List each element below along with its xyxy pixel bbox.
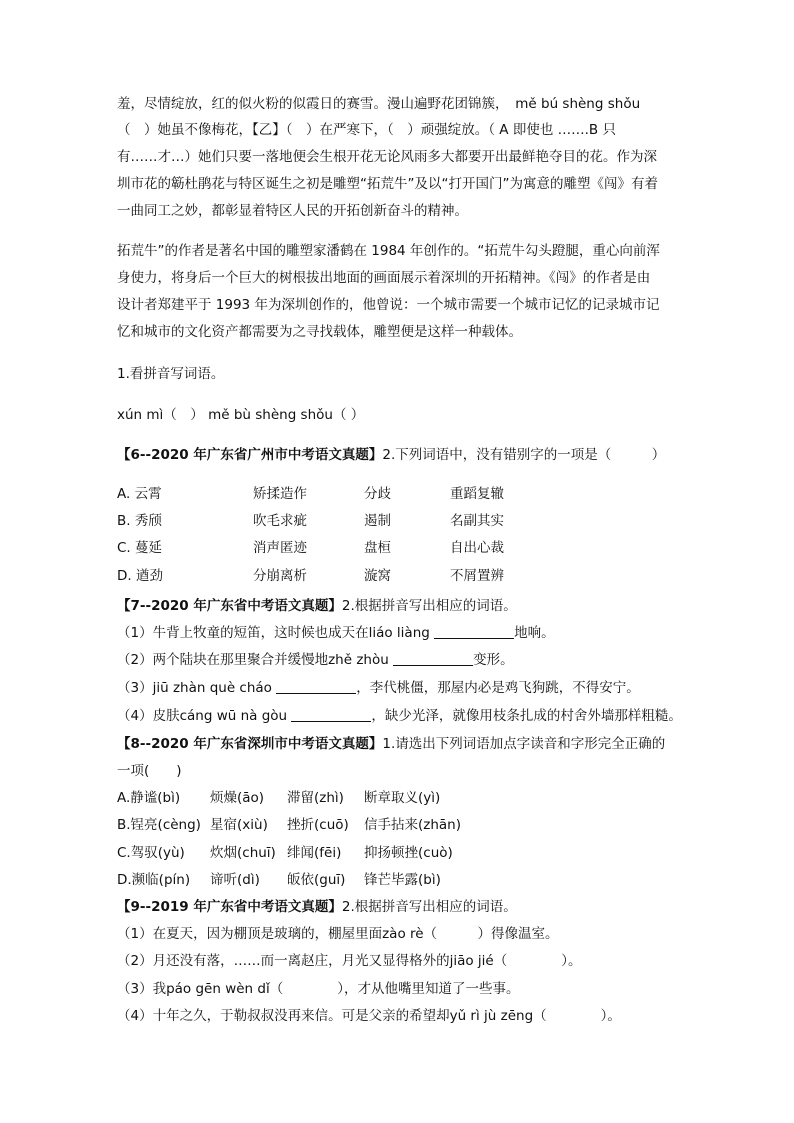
passage-line: 拓荒牛”的作者是著名中国的雕塑家潘鹤在 1984 年创作的。“拓荒牛勾头蹬腿，重心向前浑 <box>117 243 660 259</box>
answer-blank[interactable] <box>393 651 473 666</box>
question-1-pinyin: xún mì（ ） mě bù shèng shǒu（ ） <box>117 407 365 423</box>
question-tag: 【6--2020 年广东省广州市中考语文真题】 <box>117 447 383 463</box>
passage-line: 设计者郑建平于 1993 年为深圳创作的，他曾说：一个城市需要一个城市记忆的记录城市记 <box>117 297 660 313</box>
question-9-header <box>117 897 677 917</box>
q9-item: （3）我páo gēn wèn dǐ（ ），才从他嘴里知道了一些事。 <box>117 981 520 997</box>
document-page: 羞，尽情绽放，红的似火粉的似霞日的赛雪。漫山遍野花团锦簇， mě bú shèng shǒu （ ）她虽不像梅花，【乙】（ ）在严寒下，（ ）顽强绽放。（ A 即使也 …….B 只 有……才…）她们只要一落地便会生根开花无论风雨多大都要开出最鲜艳夺目的花。作为深 圳市花的簕杜鹃花与特区诞生之初是雕塑“拓荒牛”及以“打开国门”为寓意的雕塑《闯》有着 一曲同工之妙，都彰显着特区人民的开拓创新奋斗的精神。 拓荒牛”的作者是著名中国的雕塑家潘鹤在 1984 年创作的。“拓荒牛勾头蹬腿，重心向前浑 身使力，将身后一个巨大的树根拔出地面的画面展示着深圳的开拓精神。《闯》的作者是由 设计者郑建平于 1993 年为深圳创作的，他曾说：一个城市需要一个城市记忆的记录城市记 忆和城市的文化资产都需要为之寻找载体，雕塑便是这样一种载体。 1.看拼音写词语。 xún mì（ ） mě bù shèng shǒu（ ） 【6--2020 年广东省广州市中考语文真题】2.下列词语中，没有错别字的一项是（ ） A. 云霄 矫揉造作 分歧 重蹈复辙 B. 秀颀 吹毛求疵 遏制 名副其实 C. 蔓延 消声匿迹 盘桓 自出心裁 D. 遒劲 分崩离析 漩窝 不屑置辨 【7--2020 年广东省中考语文真题】2.根据拼音写出相应的词语。 （1）牛背上牧童的短笛，这时候也成天在liáo liàng 地响。 （2）两个陆块在那里聚合并缓慢地zhě zhòu 变形。 （3）jiū zhàn què cháo ，李代桃僵，那屋内必是鸡飞狗跳，不得安宁。 （4）皮肤cáng wū nà gòu ，缺少光泽，就像用枝条扎成的村舍外墙那样粗糙。 【8--2020 年广东省深圳市中考语文真题】1.请选出下列词语加点字读音和字形完全正确的 一项( ) A.静谧(bì) 烦燥(āo) 滞留(zhì) 断章取义(yì) B.锃亮(cèng) 星宿(xiù) 挫折(cuō) 信手拈来(zhān) C.驾驭(yù) 炊烟(chuī) 绯闻(fēi) 抑扬顿挫(cuò) D.濒临(pín) 谛听(dì) 皈依(guī) 锋芒毕露(bì) 【9--2019 年广东省中考语文真题】2.根据拼音写出相应的词语。 （1）在夏天，因为棚顶是玻璃的，棚屋里面zào rè（ ）得像温室。 （2）月还没有落，……而一离赵庄，月光又显得格外的jiāo jié（ ）。 （3）我páo gēn wèn dǐ（ ），才从他嘴里知道了一些事。 （4）十年之久，于勒叔叔没再来信。可是父亲的希望却yǔ rì jù zēng（ ）。 <box>117 96 682 1024</box>
question-stem: 2.下列词语中，没有错别字的一项是（ ） <box>382 447 666 463</box>
question-stem: 1.请选出下列词语加点字读音和字形完全正确的 <box>382 736 666 752</box>
question-6-header <box>117 445 677 465</box>
passage-line: （ ）她虽不像梅花，【乙】（ ）在严寒下，（ ）顽强绽放。（ A 即使也 …….B 只 <box>117 122 616 138</box>
question-1: 1.看拼音写词语。 <box>117 366 225 382</box>
question-tag: 【9--2019 年广东省中考语文真题】 <box>117 899 342 915</box>
question-8-header <box>117 734 677 754</box>
q7-item: （2）两个陆块在那里聚合并缓慢地zhě zhòu 变形。 <box>117 652 514 668</box>
answer-blank[interactable] <box>276 679 356 694</box>
passage-line: 一曲同工之妙，都彰显着特区人民的开拓创新奋斗的精神。 <box>117 203 468 219</box>
q9-item: （2）月还没有落，……而一离赵庄，月光又显得格外的jiāo jié（ ）。 <box>117 953 582 969</box>
q9-item: （4）十年之久，于勒叔叔没再来信。可是父亲的希望却yǔ rì jù zēng（ ）。 <box>117 1008 621 1024</box>
passage-line: 身使力，将身后一个巨大的树根拔出地面的画面展示着深圳的开拓精神。《闯》的作者是由 <box>117 270 651 286</box>
q7-item: （4）皮肤cáng wū nà gòu ，缺少光泽，就像用枝条扎成的村舍外墙那样粗糙。 <box>117 708 682 724</box>
question-stem: 2.根据拼音写出相应的词语。 <box>341 899 517 915</box>
passage-line: 圳市花的簕杜鹃花与特区诞生之初是雕塑“拓荒牛”及以“打开国门”为寓意的雕塑《闯》有着 <box>117 176 658 192</box>
passage-line: 羞，尽情绽放，红的似火粉的似霞日的赛雪。漫山遍野花团锦簇， mě bú shèng shǒu <box>117 96 641 112</box>
question-stem: 2.根据拼音写出相应的词语。 <box>341 598 517 614</box>
answer-blank[interactable] <box>291 707 371 722</box>
passage-line: 忆和城市的文化资产都需要为之寻找载体，雕塑便是这样一种载体。 <box>117 324 522 340</box>
question-tag: 【7--2020 年广东省中考语文真题】 <box>117 598 342 614</box>
question-7-header <box>117 596 677 616</box>
answer-blank[interactable] <box>434 624 514 639</box>
q7-item: （1）牛背上牧童的短笛，这时候也成天在liáo liàng 地响。 <box>117 625 555 641</box>
q9-item: （1）在夏天，因为棚顶是玻璃的，棚屋里面zào rè（ ）得像温室。 <box>117 926 559 942</box>
passage-line: 有……才…）她们只要一落地便会生根开花无论风雨多大都要开出最鲜艳夺目的花。作为深 <box>117 149 657 165</box>
q7-item: （3）jiū zhàn què cháo ，李代桃僵，那屋内必是鸡飞狗跳，不得安宁。 <box>117 680 640 696</box>
question-tag: 【8--2020 年广东省深圳市中考语文真题】 <box>117 736 383 752</box>
question-8-stem-cont: 一项( ) <box>117 763 182 779</box>
